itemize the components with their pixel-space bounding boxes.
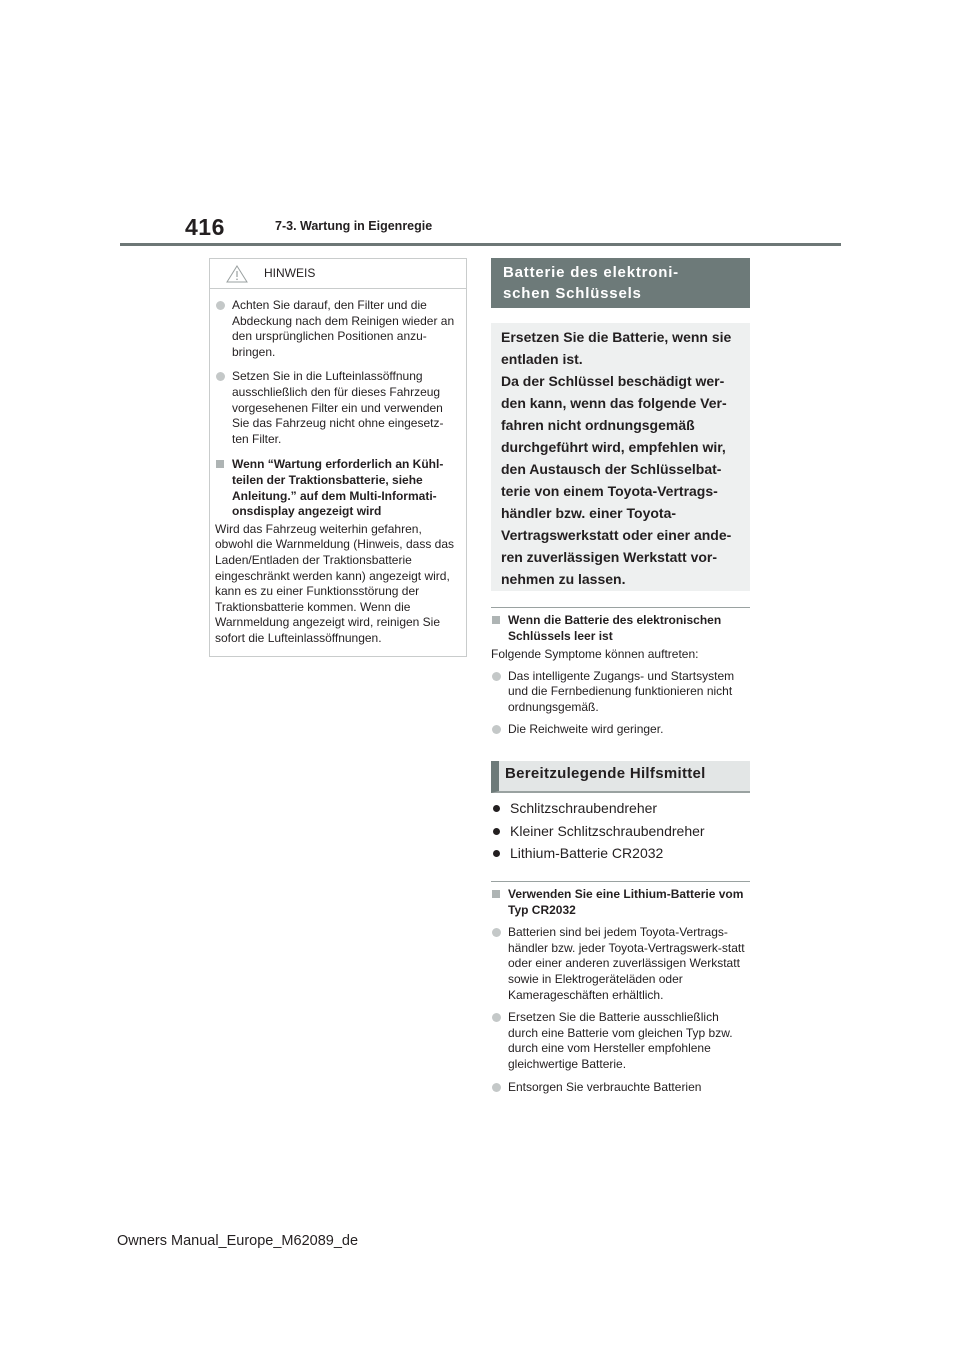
cr2032-heading-text: Verwenden Sie eine Lithium-Batterie vom Typ CR2032 [508,887,744,917]
symptom-text: Das intelligente Zugangs- und Startsystem und die Fernbedienung funktionieren nicht ordnungsgemäß. [508,668,735,714]
bullet-dot-icon [492,1013,501,1022]
bullet-dot-icon [492,928,501,937]
notice-sub-heading [215,457,457,519]
cr2032-bullet-text: Ersetzen Sie die Batterie ausschließlich durch eine Batterie vom gleichen Typ bzw. durch eine vom Hersteller empfohlene gleichwertige Batterie. [508,1010,733,1071]
intro-line: nehmen zu lassen. [501,571,626,587]
intro-line: den Austausch der Schlüsselbat- [501,461,722,477]
intro-line: händler bzw. einer Toyota- [501,505,677,521]
section-divider [491,607,750,608]
battery-section-heading [491,258,750,308]
notice-box [209,258,467,657]
notice-bullet-text: Achten Sie darauf, den Filter und die Abdeckung nach dem Reinigen wieder an den ursprünglichen Positionen anzu-bringen. [232,298,455,359]
cr2032-section [491,881,750,1095]
tools-section-heading: Bereitzulegende Hilfsmittel [491,761,750,793]
tool-item-text: Schlitzschraubendreher [510,800,658,816]
intro-line: ren zuverlässigen Werkstatt vor- [501,549,718,565]
square-bullet-icon [216,460,224,468]
intro-line: Vertragswerkstatt oder einer ande- [501,527,732,543]
notice-header [210,259,466,289]
empty-battery-heading [491,613,750,644]
tool-item-text: Kleiner Schlitzschraubendreher [510,822,705,839]
battery-intro-box [491,323,750,591]
bullet-dot-icon [493,850,500,857]
square-bullet-icon [492,890,500,898]
notice-title: HINWEIS [264,266,316,280]
warning-triangle-icon [226,265,248,283]
notice-bullet [215,298,457,360]
bullet-dot-icon [493,828,500,835]
intro-line: den kann, wenn das folgende Ver- [501,395,727,411]
symptom-text: Die Reichweite wird geringer. [508,721,664,736]
section-title: 7-3. Wartung in Eigenregie [275,219,433,233]
square-bullet-icon [492,616,500,624]
tool-item [491,799,705,822]
header-divider [120,243,841,246]
battery-heading-line: schen Schlüssels [503,285,642,302]
cr2032-bullet-text: Entsorgen Sie verbrauchte Batterien [508,1079,702,1094]
intro-line: terie von einem Toyota-Vertrags- [501,483,718,499]
tool-item-text: Lithium-Batterie CR2032 [510,845,664,862]
bullet-dot-icon [492,1083,501,1092]
cr2032-bullet [491,1080,750,1096]
cr2032-bullet-text: Batterien sind bei jedem Toyota-Vertrags-händler bzw. jeder Toyota-Vertragswerk-statt oder einer anderen zuverlässigen Werkstatt sowie in Elektrogeräteläden oder Kamerageschäften erhältlich. [508,925,745,1002]
tool-list [491,799,705,867]
cr2032-heading [491,887,750,918]
intro-line: Ersetzen Sie die Batterie, wenn sie [501,329,732,345]
symptom-bullet [491,669,750,716]
bullet-dot-icon [493,805,500,812]
tool-item [491,822,705,845]
notice-bullet-text: Setzen Sie in die Lufteinlassöffnung ausschließlich den für dieses Fahrzeug vorgesehenen Filter ein und verwenden Sie das Fahrzeug nicht ohne eingesetz-ten Filter. [232,369,444,446]
page-number: 416 [185,214,225,240]
notice-text: Wird das Fahrzeug weiterhin gefahren, obwohl die Warnmeldung (Hinweis, dass das Laden/Entladen der Traktionsbatterie eingeschränkt werden kann) angezeigt wird, kann es zu einer Funktionsstörung der Traktionsbatterie kommen. Wenn die Warnmeldung angezeigt wird, reinigen Sie sofort die Lufteinlassöffnungen. [215,521,455,645]
section-divider [491,881,750,882]
intro-line: fahren nicht ordnungsgemäß [501,417,695,433]
cr2032-bullet [491,1010,750,1072]
symptom-bullet [491,722,750,738]
battery-heading-line: Batterie des elektroni- [503,264,679,281]
bullet-dot-icon [216,372,225,381]
cr2032-bullet [491,925,750,1003]
notice-sub-heading-text: Wenn “Wartung erforderlich an Kühl-teilen der Traktionsbatterie, siehe Anleitung.” auf dem Multi-Informati-onsdisplay angezeigt wird [232,457,444,519]
bullet-dot-icon [492,672,501,681]
empty-battery-heading-text: Wenn die Batterie des elektronischen Schlüssels leer ist [508,613,722,643]
intro-line: entladen ist. [501,351,583,367]
bullet-dot-icon [492,725,501,734]
intro-line: durchgeführt wird, empfehlen wir, [501,439,726,455]
empty-battery-section [491,607,750,737]
tool-item [491,844,705,867]
footer-manual-id: Owners Manual_Europe_M62089_de [117,1233,359,1249]
bullet-dot-icon [216,301,225,310]
symptoms-intro: Folgende Symptome können auftreten: [491,647,699,662]
intro-line: Da der Schlüssel beschädigt wer- [501,373,725,389]
notice-bullet [215,369,457,447]
